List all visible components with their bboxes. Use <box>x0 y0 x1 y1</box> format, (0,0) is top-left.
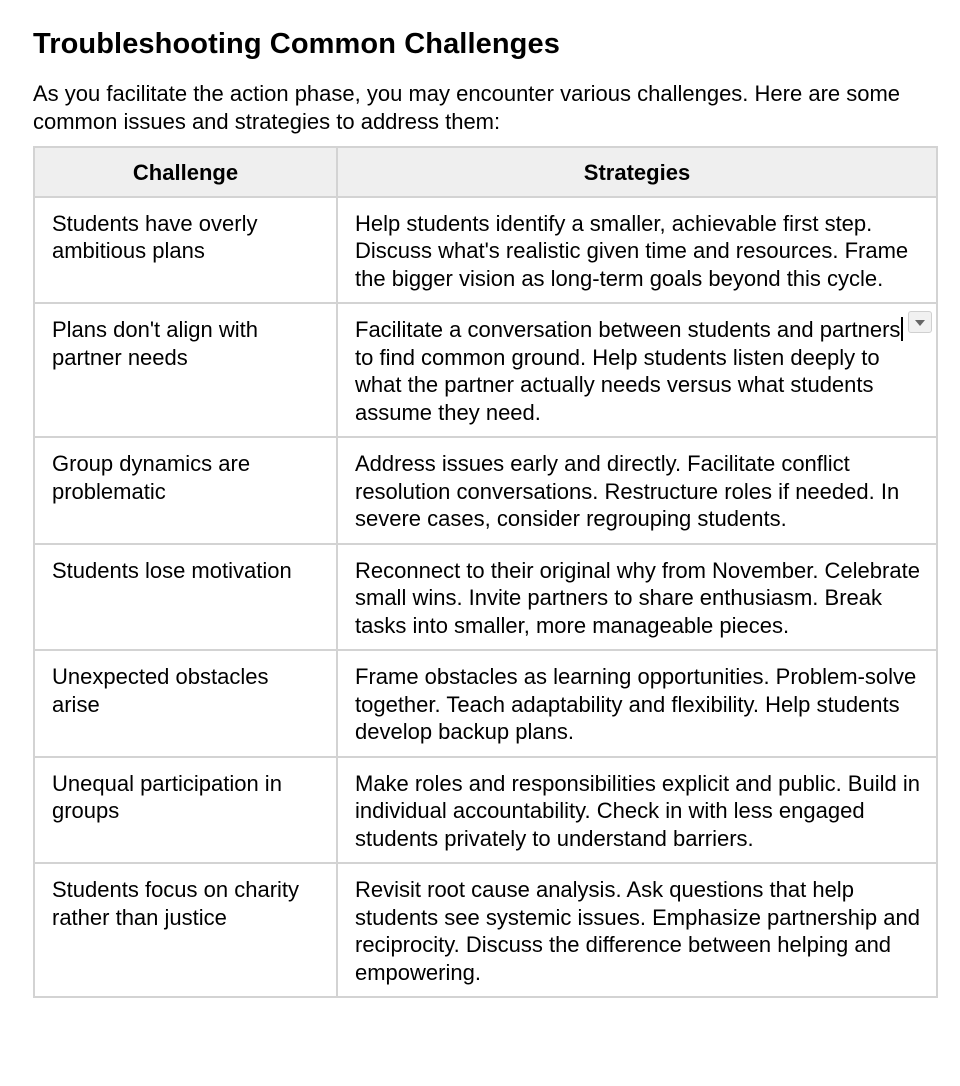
strategy-cell[interactable]: Reconnect to their original why from November. Celebrate small wins. Invite partners to share enthusiasm. Break tasks into smaller, more manageable pieces. <box>337 544 937 651</box>
strategy-cell[interactable]: Address issues early and directly. Facilitate conflict resolution conversations. Restructure roles if needed. In severe cases, consider regrouping students. <box>337 437 937 544</box>
table-row <box>34 650 937 757</box>
strategy-cell[interactable]: Revisit root cause analysis. Ask questions that help students see systemic issues. Emphasize partnership and reciprocity. Discuss the difference between helping and empowering. <box>337 863 937 997</box>
challenges-table <box>33 146 938 998</box>
challenge-cell[interactable]: Students lose motivation <box>34 544 337 651</box>
strategy-cell[interactable]: Help students identify a smaller, achievable first step. Discuss what's realistic given time and resources. Frame the bigger vision as long-term goals beyond this cycle. <box>337 197 937 304</box>
strategy-text-before-cursor: Facilitate a conversation between students and partners <box>355 317 901 342</box>
table-row <box>34 437 937 544</box>
challenge-cell[interactable]: Students focus on charity rather than justice <box>34 863 337 997</box>
strategy-cell[interactable]: Make roles and responsibilities explicit and public. Build in individual accountability. Check in with less engaged students privately to understand barriers. <box>337 757 937 864</box>
page-title: Troubleshooting Common Challenges <box>33 28 560 60</box>
table-row <box>34 544 937 651</box>
header-challenge[interactable]: Challenge <box>34 147 337 197</box>
header-strategies[interactable]: Strategies <box>337 147 937 197</box>
table-row <box>34 757 937 864</box>
challenge-cell[interactable]: Unexpected obstacles arise <box>34 650 337 757</box>
challenge-cell[interactable]: Students have overly ambitious plans <box>34 197 337 304</box>
challenge-cell[interactable]: Group dynamics are problematic <box>34 437 337 544</box>
strategy-cell[interactable]: Frame obstacles as learning opportunities. Problem-solve together. Teach adaptability and flexibility. Help students develop backup plans. <box>337 650 937 757</box>
intro-paragraph[interactable]: As you facilitate the action phase, you may encounter various challenges. Here are some common issues and strategies to address them: <box>33 81 901 134</box>
strategy-cell-active[interactable] <box>337 303 937 437</box>
chevron-down-icon[interactable] <box>908 311 932 333</box>
table-row <box>34 863 937 997</box>
table-header-row <box>34 147 937 197</box>
text-cursor <box>901 317 903 341</box>
table-row <box>34 197 937 304</box>
challenge-cell[interactable]: Plans don't align with partner needs <box>34 303 337 437</box>
table-row <box>34 303 937 437</box>
strategy-text-after-cursor: to find common ground. Help students listen deeply to what the partner actually needs versus what students assume they need. <box>355 344 880 425</box>
challenge-cell[interactable]: Unequal participation in groups <box>34 757 337 864</box>
